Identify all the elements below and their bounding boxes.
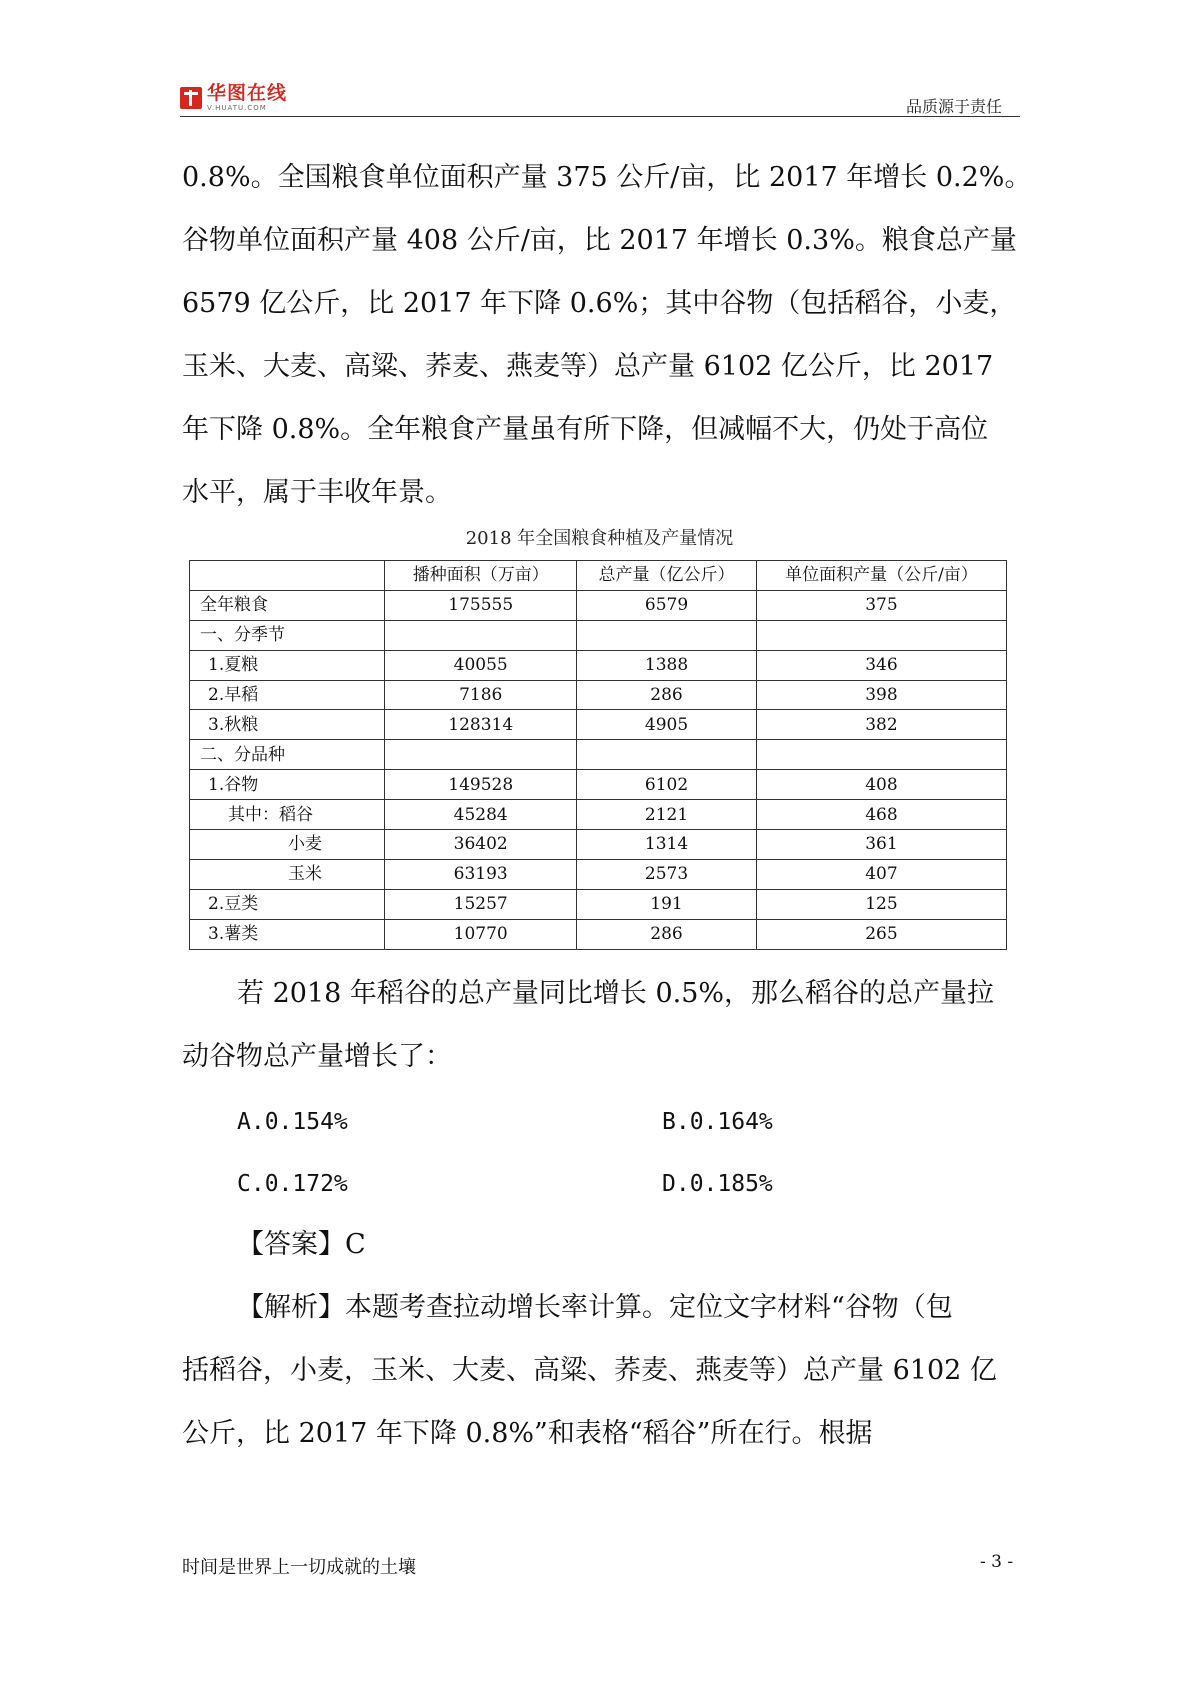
analysis-text bbox=[182, 1276, 1022, 1465]
table-cell: 7186 bbox=[385, 680, 577, 710]
table-cell bbox=[577, 740, 757, 770]
header-tagline: 品质源于责任 bbox=[905, 97, 1002, 116]
table-cell: 1314 bbox=[577, 830, 757, 860]
huatu-logo-icon bbox=[180, 87, 202, 109]
table-cell: 361 bbox=[756, 830, 1006, 860]
table-cell: 125 bbox=[756, 889, 1006, 919]
table-cell: 2573 bbox=[577, 859, 757, 889]
column-header: 播种面积（万亩） bbox=[385, 561, 577, 591]
row-label: 3.薯类 bbox=[190, 919, 385, 949]
option-a: A.0.154% bbox=[237, 1109, 348, 1135]
table-cell: 2121 bbox=[577, 800, 757, 830]
table-cell: 286 bbox=[577, 919, 757, 949]
table-row bbox=[190, 800, 1007, 830]
table-cell bbox=[756, 740, 1006, 770]
table-cell: 398 bbox=[756, 680, 1006, 710]
table-cell: 149528 bbox=[385, 770, 577, 800]
table-row bbox=[190, 770, 1007, 800]
table-cell: 382 bbox=[756, 710, 1006, 740]
row-label: 其中：稻谷 bbox=[190, 800, 385, 830]
row-label: 1.夏粮 bbox=[190, 650, 385, 680]
table-cell: 40055 bbox=[385, 650, 577, 680]
table-cell: 407 bbox=[756, 859, 1006, 889]
table-cell: 45284 bbox=[385, 800, 577, 830]
table-cell: 286 bbox=[577, 680, 757, 710]
table-row bbox=[190, 620, 1007, 650]
option-d: D.0.185% bbox=[662, 1171, 773, 1197]
column-header bbox=[190, 561, 385, 591]
footer-motto: 时间是世界上一切成就的土壤 bbox=[182, 1557, 416, 1578]
table-cell: 10770 bbox=[385, 919, 577, 949]
table-cell: 468 bbox=[756, 800, 1006, 830]
table-cell bbox=[385, 740, 577, 770]
text-line: 动谷物总产量增长了： bbox=[182, 1041, 452, 1072]
row-label: 1.谷物 bbox=[190, 770, 385, 800]
table-cell: 36402 bbox=[385, 830, 577, 860]
text-line: 【解析】本题考查拉动增长率计算。定位文字材料“谷物（包 bbox=[237, 1292, 953, 1323]
table-row bbox=[190, 740, 1007, 770]
row-label: 2.豆类 bbox=[190, 889, 385, 919]
table-cell: 191 bbox=[577, 889, 757, 919]
table-cell: 408 bbox=[756, 770, 1006, 800]
table-row bbox=[190, 830, 1007, 860]
column-header: 总产量（亿公斤） bbox=[577, 561, 757, 591]
table-row bbox=[190, 710, 1007, 740]
table-cell: 15257 bbox=[385, 889, 577, 919]
table-cell: 346 bbox=[756, 650, 1006, 680]
table-row bbox=[190, 889, 1007, 919]
row-label: 玉米 bbox=[190, 859, 385, 889]
table-cell bbox=[577, 620, 757, 650]
table-cell: 375 bbox=[756, 590, 1006, 620]
table-cell: 6102 bbox=[577, 770, 757, 800]
text-line: 括稻谷，小麦，玉米、大麦、高粱、荞麦、燕麦等）总产量 6102 亿 bbox=[182, 1355, 997, 1386]
table-cell: 265 bbox=[756, 919, 1006, 949]
option-c: C.0.172% bbox=[237, 1171, 348, 1197]
page-number: - 3 - bbox=[980, 1552, 1014, 1572]
table-cell: 175555 bbox=[385, 590, 577, 620]
table-title: 2018 年全国粮食种植及产量情况 bbox=[465, 528, 734, 549]
table-cell: 1388 bbox=[577, 650, 757, 680]
row-label: 2.早稻 bbox=[190, 680, 385, 710]
row-label: 一、分季节 bbox=[190, 620, 385, 650]
paragraph-intro bbox=[182, 146, 1032, 524]
text-line: 6579 亿公斤，比 2017 年下降 0.6%；其中谷物（包括稻谷，小麦， bbox=[182, 288, 1017, 319]
column-header: 单位面积产量（公斤/亩） bbox=[756, 561, 1006, 591]
option-b: B.0.164% bbox=[662, 1109, 773, 1135]
row-label: 全年粮食 bbox=[190, 590, 385, 620]
text-line: 水平，属于丰收年景。 bbox=[182, 477, 452, 508]
text-line: 公斤，比 2017 年下降 0.8%”和表格“稻谷”所在行。根据 bbox=[182, 1418, 873, 1449]
huatu-logo bbox=[180, 84, 287, 112]
logo-url: V.HUATU.COM bbox=[207, 104, 267, 112]
table-row bbox=[190, 919, 1007, 949]
text-line: 玉米、大麦、高粱、荞麦、燕麦等）总产量 6102 亿公斤，比 2017 bbox=[182, 351, 994, 382]
question-text bbox=[182, 962, 1022, 1088]
answer-text: 【答案】C bbox=[237, 1229, 366, 1260]
table-row bbox=[190, 650, 1007, 680]
table-cell bbox=[756, 620, 1006, 650]
text-line: 0.8%。全国粮食单位面积产量 375 公斤/亩，比 2017 年增长 0.2%。 bbox=[182, 162, 1032, 193]
text-line: 年下降 0.8%。全年粮食产量虽有所下降，但减幅不大，仍处于高位 bbox=[182, 414, 989, 445]
text-line: 若 2018 年稻谷的总产量同比增长 0.5%，那么稻谷的总产量拉 bbox=[237, 978, 995, 1009]
row-label: 小麦 bbox=[190, 830, 385, 860]
row-label: 二、分品种 bbox=[190, 740, 385, 770]
table-header-row bbox=[190, 561, 1007, 591]
table-cell: 63193 bbox=[385, 859, 577, 889]
row-label: 3.秋粮 bbox=[190, 710, 385, 740]
table-cell: 128314 bbox=[385, 710, 577, 740]
table-cell: 4905 bbox=[577, 710, 757, 740]
table-cell bbox=[385, 620, 577, 650]
table-row bbox=[190, 590, 1007, 620]
grain-production-table bbox=[189, 560, 1007, 950]
page-header bbox=[180, 80, 1020, 117]
table-row bbox=[190, 859, 1007, 889]
table-cell: 6579 bbox=[577, 590, 757, 620]
text-line: 谷物单位面积产量 408 公斤/亩，比 2017 年增长 0.3%。粮食总产量 bbox=[182, 225, 1017, 256]
answer bbox=[237, 1213, 537, 1276]
logo-name: 华图在线 bbox=[207, 82, 288, 104]
table-row bbox=[190, 680, 1007, 710]
